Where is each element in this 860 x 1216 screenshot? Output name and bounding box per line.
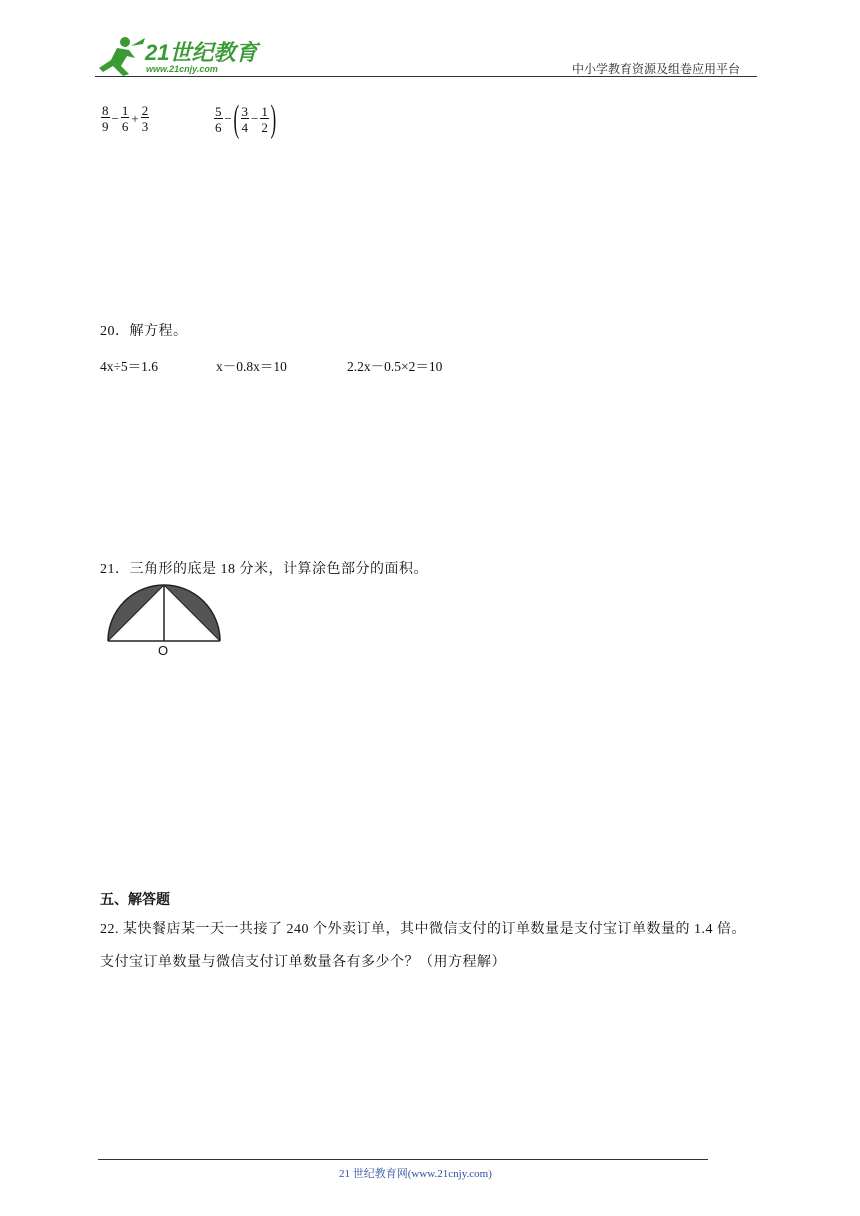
q20-title: 20．解方程。 [100,324,188,339]
q21-title: 21．三角形的底是 18 分米，计算涂色部分的面积。 [100,562,428,577]
expression-1 [100,104,150,133]
q20-equation-3: 2.2x－0.5×2＝10 [347,359,443,374]
q22-line-2: 支付宝订单数量与微信支付订单数量各有多少个？（用方程解） [100,955,506,970]
center-label: O [158,643,169,658]
fraction: $\frac{3}{4}$ [241,103,248,135]
section-title: 五、解答题 [100,893,170,908]
fraction: $\frac{5}{6}$ [215,103,222,135]
left-paren: ( [233,98,240,140]
operator: − [251,111,259,126]
fraction: $\frac{2}{3}$ [141,103,149,134]
fraction: $\frac{8}{9}$ [102,103,109,134]
footer-text: 21 世纪教育网(www.21cnjy.com) [339,1168,492,1180]
platform-title: 中小学教育资源及组卷应用平台 [572,62,741,76]
q20-equation-2: x－0.8x＝10 [216,359,287,374]
right-paren: ) [270,98,277,140]
fraction: $\frac{1}{6}$ [121,103,129,134]
footer-divider [98,1159,708,1160]
expression-2 [213,100,277,138]
logo-url: www.21cnjy.com [146,64,218,74]
q22-line-1: 22. 某快餐店某一天一共接了 240 个外卖订单，其中微信支付的订单数量是支付宝订单数量的 1.4 倍。 [100,922,746,937]
fraction: $\frac{1}{2}$ [261,103,268,135]
operator: + [131,110,139,126]
header-divider [95,76,757,77]
operator: − [111,110,119,126]
q20-equation-1: 4x÷5＝1.6 [100,359,159,374]
logo-text: 21世纪教育 [145,40,258,65]
runner-logo-icon [95,34,147,78]
operator: − [224,111,232,126]
